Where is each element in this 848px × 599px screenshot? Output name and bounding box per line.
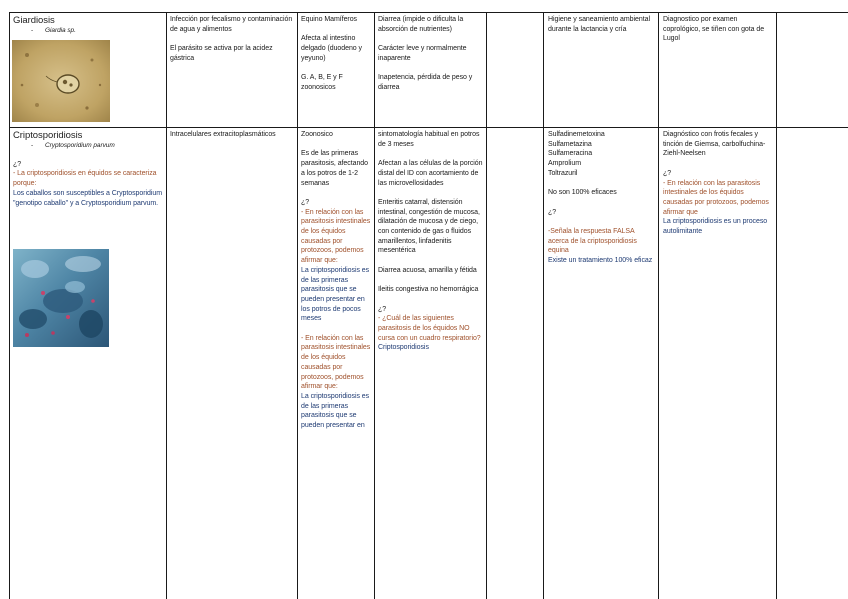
- agent-name: - Giardia sp.: [31, 27, 76, 34]
- cell-diagnosis-giardiosis: [663, 15, 773, 44]
- cell-disease-criptosporidiosis: [13, 130, 163, 208]
- cell-disease-giardiosis: [13, 15, 163, 35]
- hosts-text: Afecta al intestino delgado (duodeno y yeyuno): [301, 35, 362, 62]
- exam-answer: Existe un tratamiento 100% eficaz: [548, 257, 653, 265]
- signs-text: Afectan a las células de la porción distal del ID con acortamiento de las microvellosidades: [378, 160, 483, 187]
- drug-item: Sulfadinemetoxina: [548, 131, 605, 138]
- signs-text: Diarrea (impide o dificulta la absorción de nutrientes): [378, 16, 464, 33]
- column-divider: [166, 12, 167, 599]
- drug-item: Toltrazuril: [548, 169, 578, 177]
- question-marker: ¿?: [663, 169, 672, 177]
- agent-name: - Cryptosporidium parvum: [31, 142, 115, 149]
- transmission-text: Intracelulares extracitoplasmáticos: [170, 131, 276, 138]
- column-divider: [9, 12, 10, 599]
- cell-treatment-criptosporidiosis: [548, 130, 655, 266]
- signs-text: sintomatología habitual en potros de 3 meses: [378, 131, 480, 148]
- column-divider: [486, 12, 487, 599]
- exam-question: - ¿Cuál de las siguientes parasitosis de los équidos NO cursa con un cuadro respiratorio?: [378, 315, 481, 342]
- transmission-text: Infección por fecalismo y contaminación de agua y alimentos: [170, 16, 293, 33]
- exam-question: - La criptosporidiosis en équidos se caracteriza porque:: [13, 170, 157, 188]
- exam-question: - En relación con las parasitosis intestinales de los équidos causadas por protozoos, podemos afirmar que:: [301, 334, 371, 391]
- cell-signs-giardiosis: [378, 15, 483, 93]
- signs-text: Diarrea acuosa, amarilla y fétida: [378, 266, 477, 274]
- exam-answer: La criptosporidiosis es de las primeras parasitosis que se pueden presentar en: [301, 392, 370, 430]
- row-divider: [9, 127, 848, 128]
- diagnosis-text: Diagnostico por examen coprológico, se tiñen con gota de Lugol: [663, 16, 765, 43]
- cell-hosts-giardiosis: [301, 15, 371, 93]
- exam-question: - En relación con las parasitosis intestinales de los équidos causadas por protozoos, podemos afirmar que: [663, 179, 769, 216]
- giardia-micrograph-image: [12, 40, 110, 122]
- question-marker: ¿?: [548, 208, 557, 216]
- drug-item: Sulfametazina: [548, 140, 592, 148]
- signs-text: Enteritis catarral, distensión intestinal, congestión de mucosa, dilatación de mucosa y de ciego, con contenido de gas o fluidos amarillentos, linfadenitis mesentérica: [378, 198, 480, 255]
- exam-answer: La criptosporidiosis es de las primeras parasitosis que se pueden presentar en los potros de pocos meses: [301, 266, 370, 323]
- cell-transmission-giardiosis: [170, 15, 294, 64]
- column-divider: [543, 12, 544, 599]
- hosts-text: Equino Mamíferos: [301, 16, 358, 23]
- column-divider: [374, 12, 375, 599]
- column-divider: [776, 12, 777, 599]
- cell-diagnosis-criptosporidiosis: [663, 130, 773, 237]
- hosts-text: Es de las primeras parasitosis, afectando a los potros de 1-2 semanas: [301, 150, 368, 187]
- question-marker: ¿?: [13, 160, 22, 168]
- exam-question: - En relación con las parasitosis intestinales de los équidos causadas por protozoos, podemos afirmar que:: [301, 208, 371, 265]
- table-border-top: [9, 12, 848, 13]
- control-text: Higiene y saneamiento ambiental durante la lactancia y cría: [548, 16, 650, 33]
- question-marker: ¿?: [301, 198, 310, 206]
- transmission-text: El parásito se activa por la acidez gástrica: [170, 45, 273, 62]
- signs-text: Carácter leve y normalmente inaparente: [378, 45, 467, 62]
- question-marker: ¿?: [378, 305, 387, 313]
- column-divider: [297, 12, 298, 599]
- cell-hosts-criptosporidiosis: [301, 130, 371, 431]
- diagnosis-text: Diagnóstico con frotis fecales y tinción de Giemsa, carbolfuchina-Ziehl-Neelsen: [663, 131, 766, 158]
- signs-text: Ileitis congestiva no hemorrágica: [378, 286, 479, 294]
- column-divider: [658, 12, 659, 599]
- exam-question: -Señala la respuesta FALSA acerca de la criptosporidiosis equina: [548, 227, 637, 255]
- hosts-text: Zoonosico: [301, 131, 333, 138]
- exam-answer: Criptosporidiosis: [378, 344, 429, 352]
- disease-name: Criptosporidiosis: [13, 130, 83, 141]
- disease-name: Giardiosis: [13, 15, 55, 26]
- drug-item: Amprolium: [548, 160, 582, 168]
- exam-answer: La criptosporidiosis es un proceso autolimitante: [663, 218, 768, 236]
- cell-transmission-criptosporidiosis: [170, 130, 294, 140]
- cell-signs-criptosporidiosis: [378, 130, 483, 353]
- signs-text: Inapetencia, pérdida de peso y diarrea: [378, 74, 473, 91]
- cell-control-giardiosis: [548, 15, 655, 34]
- drug-item: Sulfameracina: [548, 150, 593, 158]
- hosts-text: G. A, B, E y F zoonosicos: [301, 74, 343, 91]
- cryptosporidium-micrograph-image: [13, 249, 109, 347]
- treatment-note: No son 100% eficaces: [548, 189, 617, 197]
- exam-answer: Los caballos son susceptibles a Cryptosporidium "genotipo caballo" y a Cryptosporidium parvum.: [13, 189, 163, 207]
